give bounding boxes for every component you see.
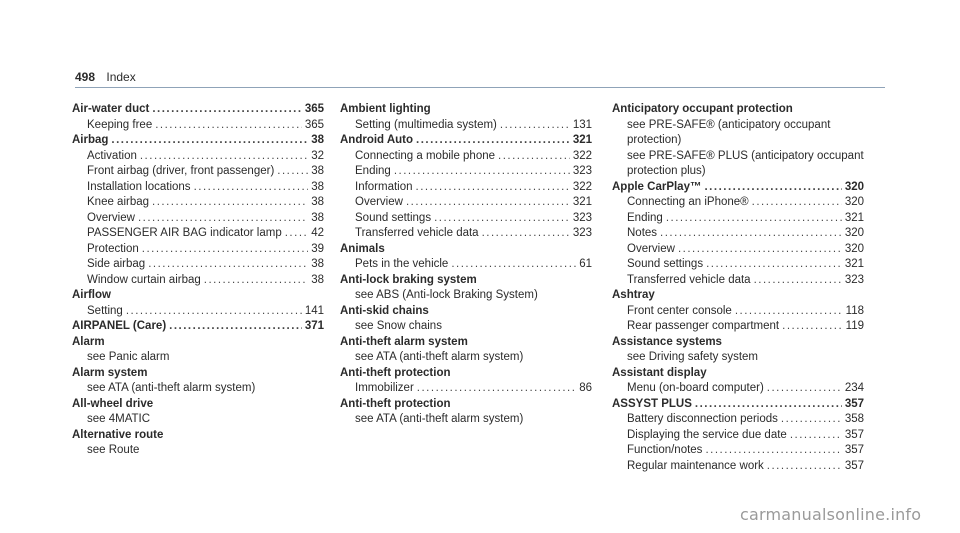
- index-entry: [340, 242, 592, 273]
- entry-title: Apple CarPlay™: [612, 180, 702, 193]
- page-ref: 357: [844, 428, 864, 441]
- sub-entry: [340, 381, 592, 397]
- page-ref: 38: [311, 165, 324, 177]
- sub-entry-label: Front airbag (driver, front passenger): [87, 165, 275, 177]
- page-ref: 322: [572, 180, 592, 193]
- sub-entry: [72, 304, 324, 320]
- leader-dots: [704, 180, 841, 196]
- entry-heading: [72, 319, 324, 335]
- leader-dots: [482, 226, 570, 242]
- entry-title: Alternative route: [72, 428, 164, 441]
- index-entry: [72, 335, 324, 366]
- entry-heading: [72, 102, 324, 118]
- page-ref: 358: [844, 413, 864, 425]
- entry-title: Ambient lighting: [340, 103, 431, 115]
- entry-heading: [72, 397, 324, 413]
- sub-entry: [340, 149, 592, 165]
- entry-heading: [612, 180, 864, 196]
- page-ref: 61: [579, 258, 592, 270]
- index-column-2: [340, 102, 592, 428]
- index-entry: [340, 273, 592, 304]
- sub-entry: [612, 211, 864, 227]
- entry-title: Air-water duct: [72, 103, 150, 115]
- sub-entry: [612, 319, 864, 335]
- index-entry: [612, 288, 864, 335]
- page-ref: 38: [311, 211, 324, 224]
- sub-entry: [340, 195, 592, 211]
- sub-entry-label: Information: [355, 180, 413, 193]
- sub-entry-label: Pets in the vehicle: [355, 258, 449, 270]
- see-reference: see Route: [87, 444, 140, 456]
- sub-entry: [612, 459, 864, 475]
- entry-title: Android Auto: [340, 134, 414, 146]
- index-entry: [72, 288, 324, 319]
- index-column-1: [72, 102, 324, 459]
- sub-entry-label: Connecting a mobile phone: [355, 149, 496, 162]
- see-reference: see Panic alarm: [87, 351, 170, 363]
- index-entry: [72, 133, 324, 288]
- leader-dots: [767, 381, 842, 397]
- leader-dots: [666, 211, 842, 227]
- entry-heading: [340, 335, 592, 351]
- page-ref: 320: [844, 242, 864, 255]
- sub-entry-label: Transferred vehicle data: [355, 227, 479, 239]
- page-ref: 321: [844, 258, 864, 270]
- leader-dots: [434, 211, 570, 227]
- leader-dots: [394, 164, 570, 180]
- leader-dots: [277, 164, 308, 180]
- sub-entry: [612, 226, 864, 242]
- sub-entry: [612, 257, 864, 273]
- page-ref: 38: [311, 196, 324, 208]
- index-entry: [612, 397, 864, 475]
- leader-dots: [148, 257, 308, 273]
- leader-dots: [790, 428, 842, 444]
- leader-dots: [754, 273, 842, 289]
- index-entry: [340, 397, 592, 428]
- page-ref: 323: [844, 273, 864, 286]
- sub-entry: [340, 211, 592, 227]
- leader-dots: [416, 180, 570, 196]
- leader-dots: [706, 257, 842, 273]
- entry-heading: [612, 288, 864, 304]
- sub-entry-label: Protection: [87, 242, 139, 255]
- leader-dots: [126, 304, 302, 320]
- page-ref: 320: [844, 196, 864, 208]
- page-ref: 119: [845, 320, 864, 332]
- entry-heading: [72, 133, 324, 149]
- index-column-3: [612, 102, 864, 474]
- sub-entry: [612, 273, 864, 289]
- page-ref: 371: [304, 320, 324, 332]
- sub-entry-label: PASSENGER AIR BAG indicator lamp: [87, 227, 282, 239]
- page-ref: 320: [844, 227, 864, 239]
- sub-entry: [72, 211, 324, 227]
- index-entry: [72, 397, 324, 428]
- sub-entry-label: Side airbag: [87, 258, 146, 270]
- page-ref: 131: [572, 118, 592, 131]
- sub-entry: [612, 443, 864, 459]
- page-ref: 38: [311, 273, 324, 286]
- entry-title: Anti-skid chains: [340, 304, 429, 317]
- sub-entry: [612, 412, 864, 428]
- index-entry: [612, 180, 864, 289]
- leader-dots: [142, 242, 308, 258]
- sub-entry-label: Battery disconnection periods: [627, 413, 778, 425]
- leader-dots: [500, 118, 570, 134]
- sub-entry-label: Ending: [355, 165, 391, 177]
- leader-dots: [140, 149, 308, 165]
- page-ref: 32: [311, 149, 324, 162]
- sub-entry: [612, 195, 864, 211]
- watermark: carmanualsonline.info: [740, 505, 922, 524]
- page-ref: 357: [844, 397, 864, 410]
- leader-dots: [735, 304, 843, 320]
- sub-entry-label: Displaying the service due date: [627, 428, 787, 441]
- entry-heading: [340, 133, 592, 149]
- leader-dots: [695, 397, 842, 413]
- sub-entry-label: Sound settings: [355, 211, 432, 224]
- entry-title: Assistance systems: [612, 335, 722, 348]
- sub-entry: [72, 242, 324, 258]
- entry-title: Anti-theft protection: [340, 366, 451, 379]
- page-number: 498: [75, 70, 96, 84]
- sub-entry-label: Front center console: [627, 304, 732, 317]
- sub-entry: [72, 273, 324, 289]
- entry-title: Anti-lock braking system: [340, 273, 477, 286]
- entry-heading: [340, 366, 592, 382]
- sub-entry: [340, 226, 592, 242]
- sub-entry: [72, 180, 324, 196]
- leader-dots: [781, 412, 842, 428]
- sub-entry-label: Regular maintenance work: [627, 459, 764, 472]
- entry-heading: [340, 304, 592, 320]
- leader-dots: [498, 149, 570, 165]
- sub-entry-label: Immobilizer: [355, 382, 414, 394]
- sub-entry-label: Menu (on-board computer): [627, 382, 764, 394]
- entry-heading: [340, 242, 592, 258]
- leader-dots: [204, 273, 308, 289]
- entry-title: Animals: [340, 242, 385, 255]
- page-ref: 357: [844, 459, 864, 472]
- index-entry: [340, 304, 592, 335]
- sub-entry: [612, 428, 864, 444]
- index-entry: [612, 366, 864, 397]
- entry-title: ASSYST PLUS: [612, 397, 692, 410]
- page-ref: 321: [572, 196, 592, 208]
- leader-dots: [752, 195, 842, 211]
- sub-entry: [612, 381, 864, 397]
- index-entry: [72, 319, 324, 335]
- sub-entry-label: Setting (multimedia system): [355, 118, 497, 131]
- see-reference: see ABS (Anti-lock Braking System): [355, 289, 538, 301]
- sub-entry-label: Window curtain airbag: [87, 273, 201, 286]
- leader-dots: [416, 133, 570, 149]
- entry-title: AIRPANEL (Care): [72, 320, 167, 332]
- sub-entry-label: Keeping free: [87, 118, 153, 131]
- entry-title: Ashtray: [612, 289, 655, 301]
- entry-heading: [340, 397, 592, 413]
- sub-entry-label: Installation locations: [87, 180, 191, 193]
- entry-title: Assistant display: [612, 366, 707, 379]
- leader-dots: [767, 459, 842, 475]
- sub-entry-label: Overview: [355, 196, 403, 208]
- index-entry: [340, 102, 592, 133]
- entry-title: Anti-theft protection: [340, 397, 451, 410]
- entry-heading: [340, 102, 592, 118]
- sub-entry: [72, 149, 324, 165]
- entry-title: Airflow: [72, 289, 111, 301]
- sub-entry: [612, 304, 864, 320]
- leader-dots: [705, 443, 841, 459]
- entry-title: All-wheel drive: [72, 397, 154, 410]
- sub-entry-label: Connecting an iPhone®: [627, 196, 749, 208]
- entry-title: Airbag: [72, 134, 109, 146]
- index-entry: [612, 335, 864, 366]
- entry-heading: [72, 335, 324, 351]
- page-ref: 322: [572, 149, 592, 162]
- page-ref: 357: [844, 444, 864, 456]
- leader-dots: [111, 133, 308, 149]
- sub-entry-label: Activation: [87, 149, 137, 162]
- leader-dots: [138, 211, 308, 227]
- header-divider: [75, 87, 885, 88]
- sub-entry: [72, 164, 324, 180]
- index-entry: [340, 133, 592, 242]
- sub-entry-label: Overview: [627, 242, 675, 255]
- see-reference: see Snow chains: [355, 320, 442, 332]
- see-reference: see ATA (anti-theft alarm system): [355, 413, 524, 425]
- page-ref: 38: [311, 180, 324, 193]
- page-ref: 39: [311, 242, 324, 255]
- leader-dots: [152, 102, 301, 118]
- page-ref: 323: [572, 165, 592, 177]
- entry-heading: [612, 102, 864, 118]
- entry-title: Anti-theft alarm system: [340, 335, 468, 348]
- leader-dots: [155, 118, 302, 134]
- page-ref: 321: [844, 211, 864, 224]
- sub-entry-label: Knee airbag: [87, 196, 150, 208]
- index-entry: [340, 335, 592, 366]
- sub-entry: [340, 180, 592, 196]
- entry-heading: [612, 335, 864, 351]
- page-ref: 365: [304, 103, 324, 115]
- sub-entry: [72, 226, 324, 242]
- page-header: [75, 70, 136, 84]
- leader-dots: [406, 195, 570, 211]
- sub-entry-label: Setting: [87, 304, 123, 317]
- page-ref: 320: [844, 180, 864, 193]
- sub-entry-label: Function/notes: [627, 444, 703, 456]
- sub-entry: [72, 195, 324, 211]
- sub-entry: [340, 257, 592, 273]
- leader-dots: [194, 180, 309, 196]
- page-ref: 234: [844, 382, 864, 394]
- entry-title: Anticipatory occupant protection: [612, 103, 793, 115]
- leader-dots: [417, 381, 576, 397]
- leader-dots: [285, 226, 308, 242]
- sub-entry-label: Transferred vehicle data: [627, 273, 751, 286]
- sub-entry: [340, 164, 592, 180]
- page-ref: 323: [572, 211, 592, 224]
- sub-entry: [612, 242, 864, 258]
- index-entry: [72, 366, 324, 397]
- entry-heading: [340, 273, 592, 289]
- leader-dots: [678, 242, 842, 258]
- entry-title: Alarm: [72, 335, 105, 348]
- page-ref: 86: [579, 382, 592, 394]
- sub-entry-label: Notes: [627, 227, 658, 239]
- entry-heading: [72, 366, 324, 382]
- see-reference: see PRE-SAFE® PLUS (anticipatory occupant protection plus): [627, 149, 864, 177]
- section-title: Index: [106, 70, 136, 84]
- entry-heading: [72, 288, 324, 304]
- leader-dots: [152, 195, 308, 211]
- index-entry: [612, 102, 864, 180]
- index-entry: [72, 102, 324, 133]
- page-ref: 323: [572, 227, 592, 239]
- entry-heading: [72, 428, 324, 444]
- sub-entry-label: Sound settings: [627, 258, 704, 270]
- index-entry: [340, 366, 592, 397]
- page-ref: 38: [311, 258, 324, 270]
- index-entry: [72, 428, 324, 459]
- see-reference: see PRE-SAFE® (anticipatory occupant protection): [627, 118, 831, 146]
- page-ref: 38: [311, 134, 324, 146]
- sub-entry-label: Overview: [87, 211, 135, 224]
- page-ref: 141: [304, 304, 324, 317]
- leader-dots: [660, 226, 842, 242]
- leader-dots: [451, 257, 576, 273]
- see-reference: see 4MATIC: [87, 413, 151, 425]
- page-ref: 321: [572, 134, 592, 146]
- leader-dots: [782, 319, 843, 335]
- page-ref: 365: [304, 118, 324, 131]
- see-reference: see ATA (anti-theft alarm system): [355, 351, 524, 363]
- entry-heading: [612, 366, 864, 382]
- sub-entry: [340, 118, 592, 134]
- page-ref: 42: [311, 227, 324, 239]
- page-ref: 118: [845, 304, 864, 317]
- leader-dots: [169, 319, 302, 335]
- sub-entry-label: Rear passenger compartment: [627, 320, 780, 332]
- entry-title: Alarm system: [72, 366, 148, 379]
- sub-entry-label: Ending: [627, 211, 663, 224]
- sub-entry: [72, 257, 324, 273]
- see-reference: see Driving safety system: [627, 351, 759, 363]
- see-reference: see ATA (anti-theft alarm system): [87, 382, 256, 394]
- sub-entry: [72, 118, 324, 134]
- entry-heading: [612, 397, 864, 413]
